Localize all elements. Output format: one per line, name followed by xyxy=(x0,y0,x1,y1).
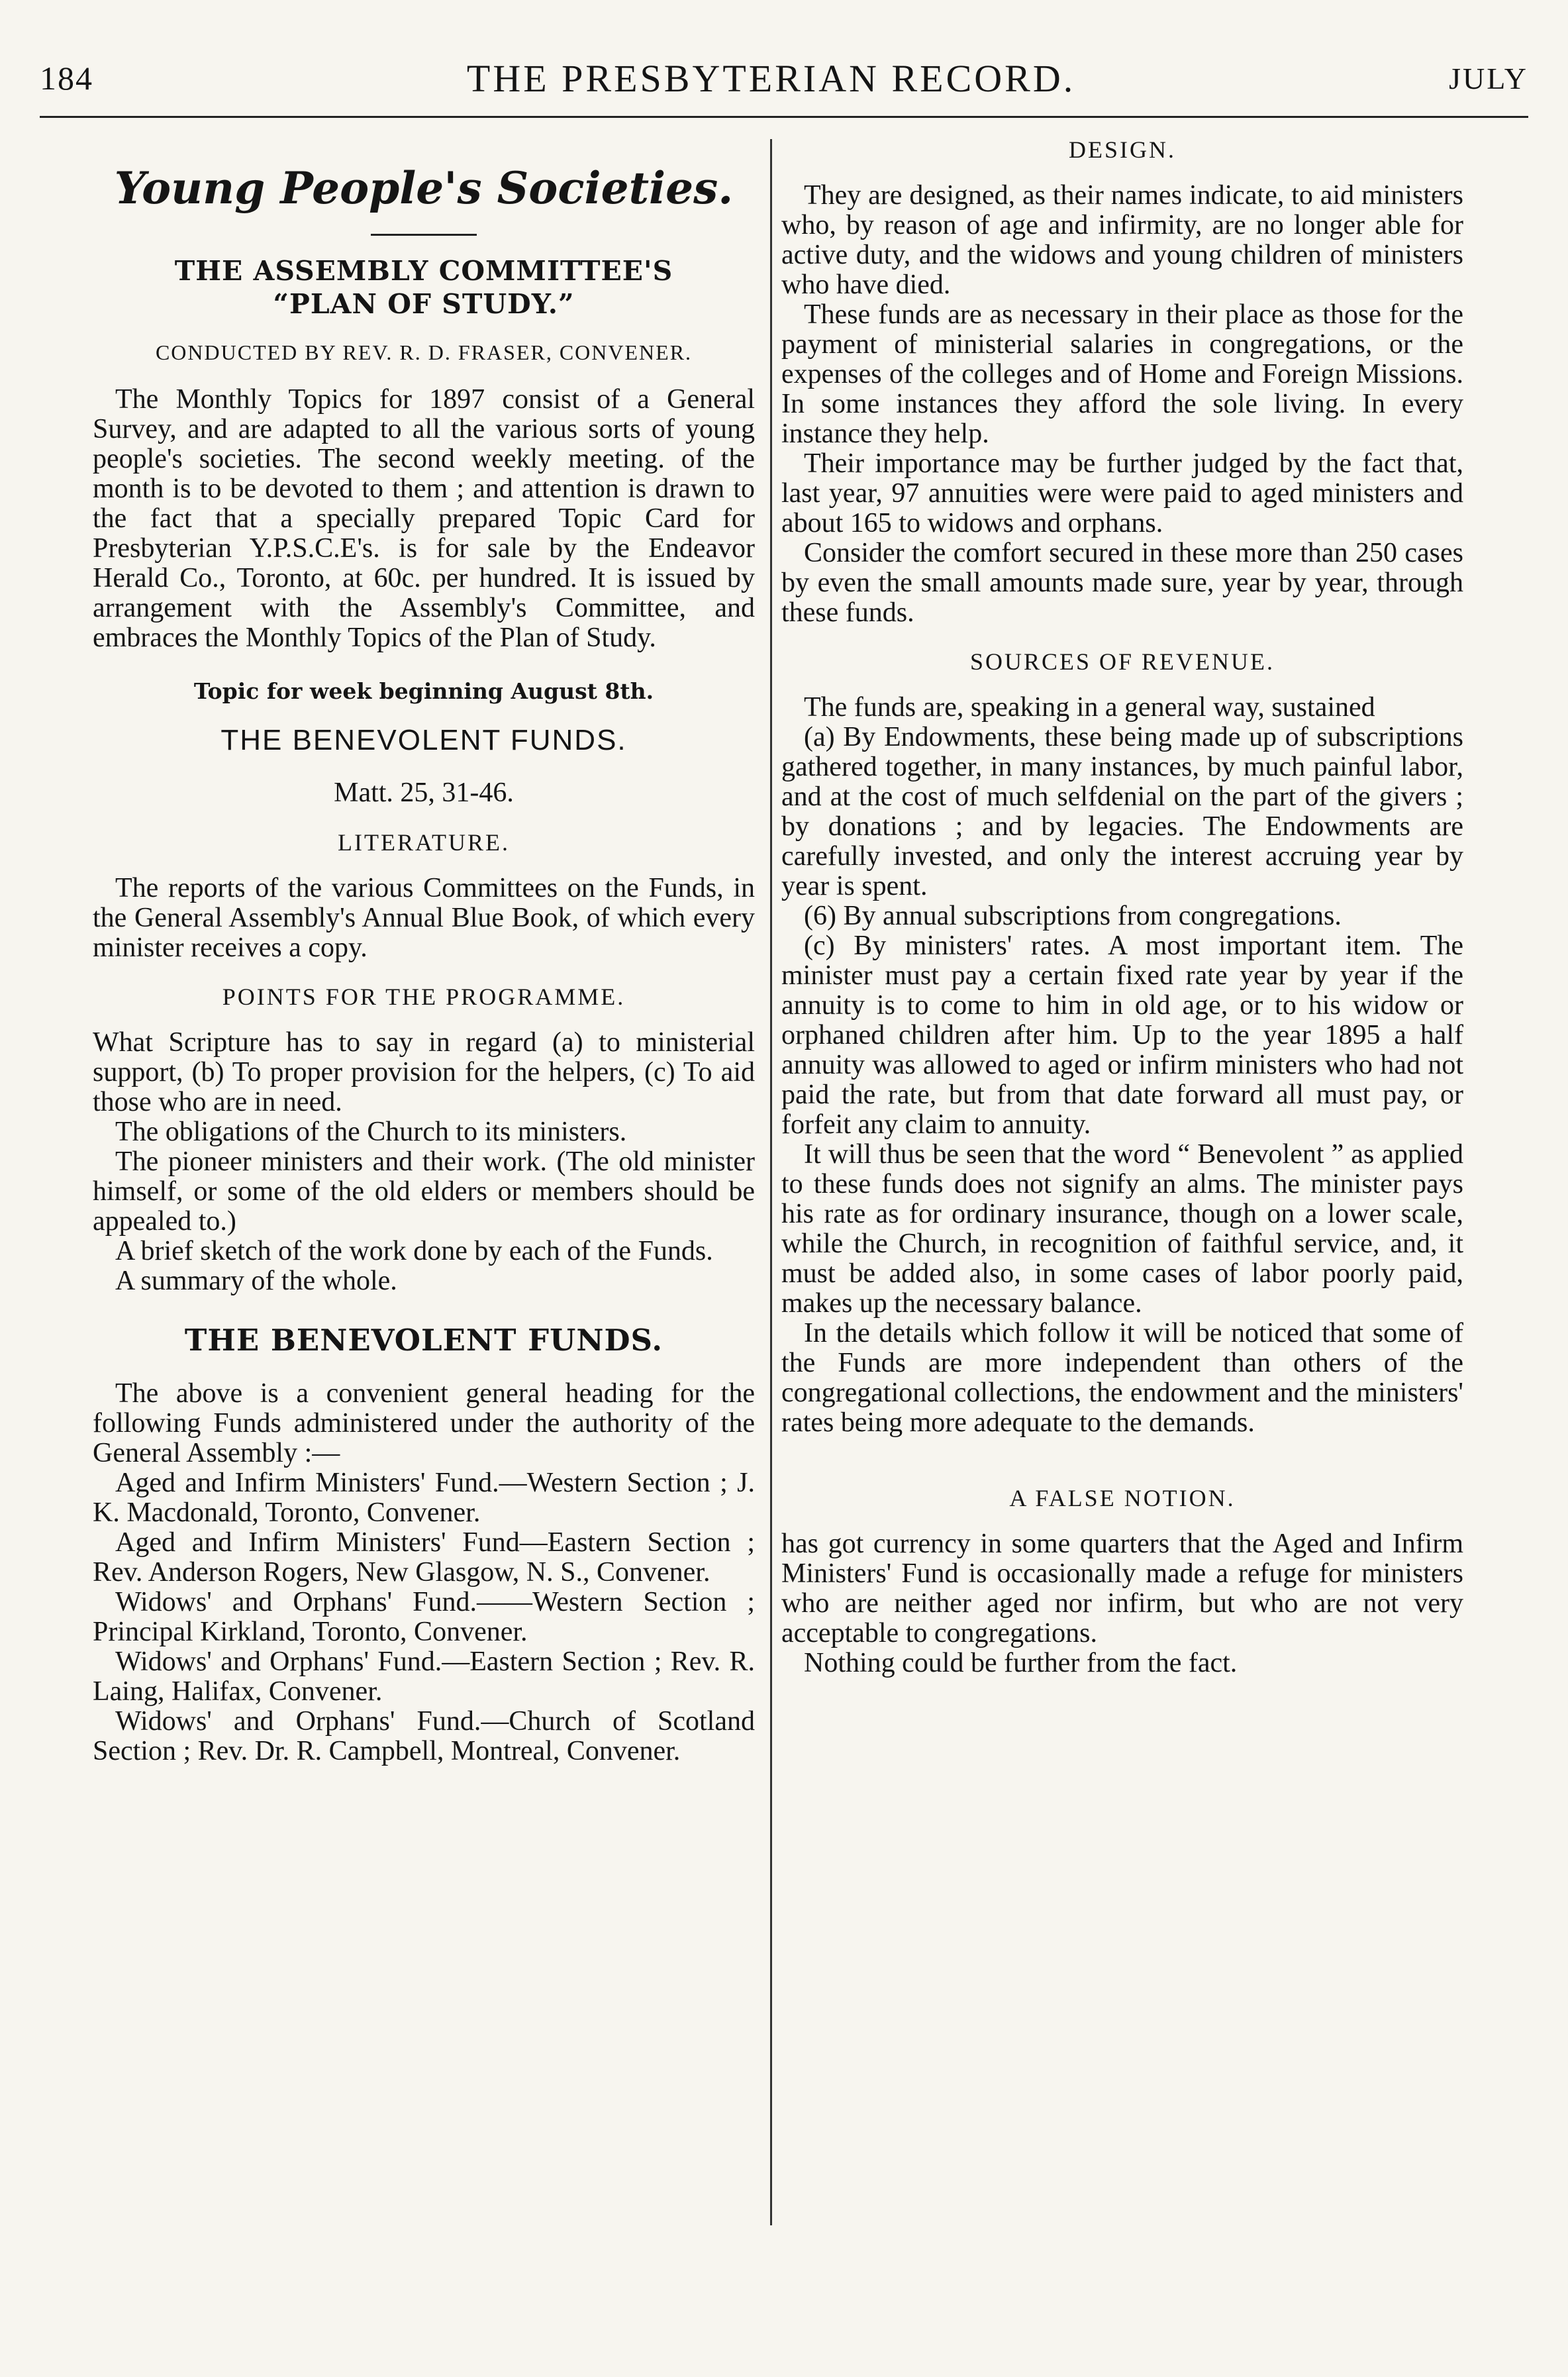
points-heading: POINTS FOR THE PROGRAMME. xyxy=(222,984,626,1010)
fund-entry: Aged and Infirm Ministers' Fund—Eastern Section ; Rev. Anderson Rogers, New Glasgow, N. S., Convener. xyxy=(93,1527,755,1588)
sources-paragraph: It will thus be seen that the word “ Benevolent ” as applied to these funds does not signify an alms. The minister pays his rate as for ordinary insurance, though on a lower scale, while the Church, in recognition of faithful service, and, it must be added also, in some cases of labor poorly paid, makes up the necessary balance. xyxy=(781,1139,1463,1319)
committee-heading: THE ASSEMBLY COMMITTEE'S xyxy=(174,255,673,287)
issue-month: JULY xyxy=(1449,61,1528,95)
scripture-reference: Matt. 25, 31-46. xyxy=(334,778,514,808)
literature-heading: LITERATURE. xyxy=(338,829,510,856)
fund-entry: Widows' and Orphans' Fund.—Eastern Section ; Rev. R. Laing, Halifax, Convener. xyxy=(93,1646,755,1707)
sources-paragraph: (a) By Endowments, these being made up of subscriptions gathered together, in many instances, by much painful labor, and at the cost of much selfdenial on the part of the givers ; by donations ; and by legacies. The Endowments are carefully invested, and only the interest accruing year by year is spent. xyxy=(781,722,1463,901)
fund-entry: Widows' and Orphans' Fund.——Western Section ; Principal Kirkland, Toronto, Convener. xyxy=(93,1587,755,1647)
byline: CONDUCTED BY REV. R. D. FRASER, CONVENER. xyxy=(155,340,693,364)
header-rule xyxy=(40,116,1528,118)
funds-intro: The above is a convenient general heading for the following Funds administered under the authority of the General Assembly :— xyxy=(93,1378,755,1468)
false-notion-paragraph: Nothing could be further from the fact. xyxy=(804,1648,1238,1678)
sources-paragraph: (6) By annual subscriptions from congregations. xyxy=(804,901,1342,931)
funds-heading: THE BENEVOLENT FUNDS. xyxy=(184,1323,663,1358)
left-column xyxy=(93,136,755,1766)
points-item: The pioneer ministers and their work. (The old minister himself, or some of the old elders or members should be appealed to.) xyxy=(93,1146,755,1237)
title-rule xyxy=(371,234,477,236)
column-divider xyxy=(770,139,772,2225)
literature-paragraph: The reports of the various Committees on the Funds, in the General Assembly's Annual Blue Book, of which every minister receives a copy. xyxy=(93,873,755,963)
design-paragraph: These funds are as necessary in their place as those for the payment of ministerial salaries in congregations, or the expenses of the colleges and of Home and Foreign Missions. In some instances they afford the sole living. In every instance they help. xyxy=(781,299,1463,449)
fund-entry: Widows' and Orphans' Fund.—Church of Scotland Section ; Rev. Dr. R. Campbell, Montreal, Convener. xyxy=(93,1706,755,1766)
topic-title: THE BENEVOLENT FUNDS. xyxy=(220,724,627,756)
section-title: Young People's Societies. xyxy=(114,162,734,214)
points-item: A brief sketch of the work done by each of the Funds. xyxy=(115,1236,713,1266)
false-notion-paragraph: has got currency in some quarters that the Aged and Infirm Ministers' Fund is occasionally made a refuge for ministers who are neither aged nor infirm, but who are not very acceptable to congregations. xyxy=(781,1529,1463,1648)
design-paragraph: Their importance may be further judged by the fact that, last year, 97 annuities were were paid to aged ministers and about 165 to widows and orphans. xyxy=(781,448,1463,538)
fund-entry: Aged and Infirm Ministers' Fund.—Western Section ; J. K. Macdonald, Toronto, Convener. xyxy=(93,1468,755,1528)
design-paragraph: Consider the comfort secured in these more than 250 cases by even the small amounts made sure, year by year, through these funds. xyxy=(781,538,1463,628)
points-item: A summary of the whole. xyxy=(115,1266,397,1296)
sources-paragraph: The funds are, speaking in a general way, sustained xyxy=(804,692,1375,723)
points-item: What Scripture has to say in regard (a) to ministerial support, (b) To proper provision for the helpers, (c) To aid those who are in need. xyxy=(93,1027,755,1117)
running-header xyxy=(40,52,1528,105)
topic-line: Topic for week beginning August 8th. xyxy=(193,678,654,704)
publication-title: THE PRESBYTERIAN RECORD. xyxy=(466,56,1076,100)
design-heading: DESIGN. xyxy=(1069,136,1176,163)
points-item: The obligations of the Church to its ministers. xyxy=(115,1117,627,1147)
sources-paragraph: (c) By ministers' rates. A most important item. The minister must pay a certain fixed rate year by year if the annuity is to come to him in old age, or to his widow or orphaned children after him. Up to the year 1895 a half annuity was allowed to aged or infirm ministers who had not paid the rate, but from that date forward all must pay, or forfeit any claim to annuity. xyxy=(781,931,1463,1140)
sources-heading: SOURCES OF REVENUE. xyxy=(969,648,1275,675)
page-number: 184 xyxy=(40,60,93,97)
spacer xyxy=(781,1438,1463,1464)
false-notion-heading: A FALSE NOTION. xyxy=(1009,1485,1236,1511)
plan-heading: “PLAN OF STUDY.” xyxy=(273,288,575,320)
intro-paragraph: The Monthly Topics for 1897 consist of a General Survey, and are adapted to all the various sorts of young people's societies. The second weekly meeting. of the month is to be devoted to them ; and attention is drawn to the fact that a specially prepared Topic Card for Presbyterian Y.P.S.C.E's. is for sale by the Endeavor Herald Co., Toronto, at 60c. per hundred. It is issued by arrangement with the Assembly's Committee, and embraces the Monthly Topics of the Plan of Study. xyxy=(93,384,755,653)
sources-paragraph: In the details which follow it will be noticed that some of the Funds are more independent than others of the congregational collections, the endowment and the ministers' rates being more adequate to the demands. xyxy=(781,1318,1463,1438)
right-column xyxy=(781,136,1463,1678)
design-paragraph: They are designed, as their names indicate, to aid ministers who, by reason of age and infirmity, are no longer able for active duty, and the widows and young children of ministers who have died. xyxy=(781,180,1463,300)
